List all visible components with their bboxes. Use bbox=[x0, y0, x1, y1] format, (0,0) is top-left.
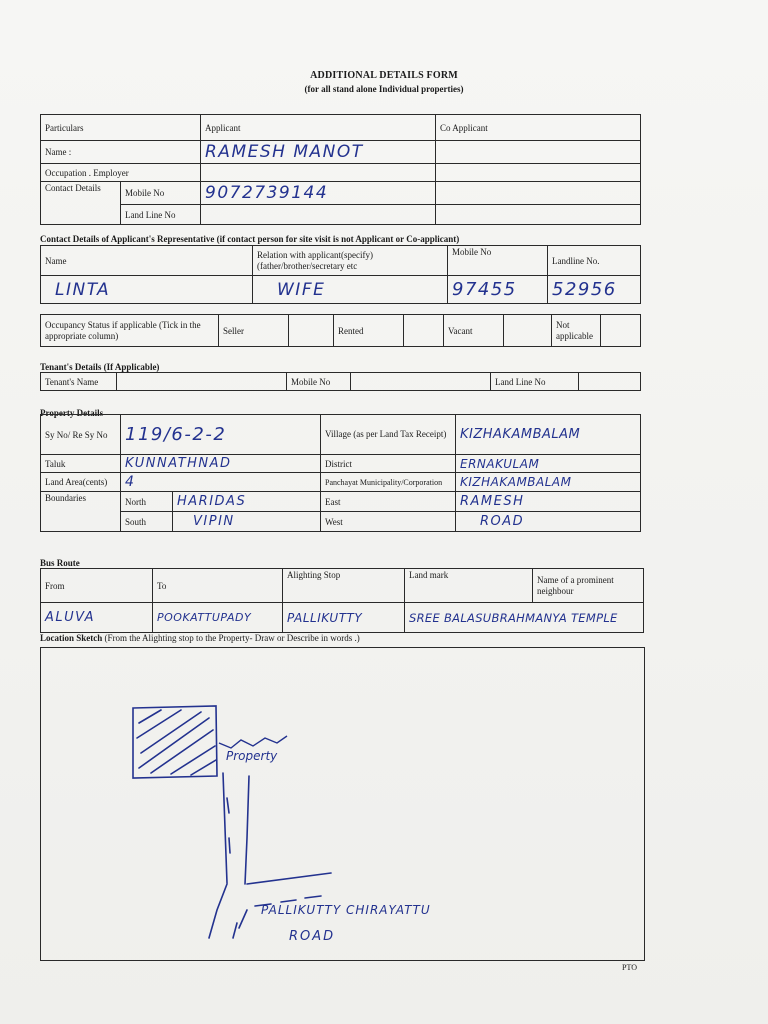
applicant-name-value: RAMESH MANOT bbox=[205, 142, 364, 162]
boundaries-label: Boundaries bbox=[41, 492, 121, 532]
sketch-property-box bbox=[133, 706, 217, 778]
taluk-value: KUNNATHNAD bbox=[125, 456, 232, 471]
co-applicant-occupation-field[interactable] bbox=[436, 164, 641, 182]
sketch-section-title bbox=[40, 633, 360, 643]
tenant-landline-label: Land Line No bbox=[491, 373, 579, 391]
north-value: HARIDAS bbox=[177, 494, 247, 509]
east-field[interactable] bbox=[456, 492, 641, 512]
mobile-label: Mobile No bbox=[121, 182, 201, 205]
contact-details-label: Contact Details bbox=[41, 182, 121, 225]
occupancy-table bbox=[40, 314, 641, 347]
north-label: North bbox=[121, 492, 173, 512]
tenant-name-field[interactable] bbox=[117, 373, 287, 391]
tenant-landline-field[interactable] bbox=[579, 373, 641, 391]
bus-from-field[interactable] bbox=[41, 603, 153, 633]
occupancy-rented-tick[interactable] bbox=[404, 315, 444, 347]
bus-landmark-field[interactable] bbox=[405, 603, 644, 633]
rep-header-relation: Relation with applicant(specify) (father/brother/secretary etc bbox=[253, 246, 448, 276]
sketch-title-note: (From the Alighting stop to the Property- Draw or Describe in words .) bbox=[104, 633, 360, 643]
district-field[interactable] bbox=[456, 455, 641, 473]
bus-route-section-title: Bus Route bbox=[40, 558, 80, 568]
location-sketch-area[interactable] bbox=[40, 647, 645, 961]
village-value: KIZHAKAMBALAM bbox=[460, 427, 581, 442]
sy-no-label: Sy No/ Re Sy No bbox=[41, 415, 121, 455]
rep-relation-value: WIFE bbox=[277, 279, 326, 300]
sketch-road-note-line2: ROAD bbox=[289, 929, 336, 944]
rep-header-mobile: Mobile No bbox=[448, 246, 548, 276]
rep-name-value: LINTA bbox=[55, 279, 111, 300]
rep-header-landline: Landline No. bbox=[548, 246, 641, 276]
occupation-label: Occupation . Employer bbox=[41, 164, 201, 182]
property-section-title: Property Details bbox=[40, 408, 104, 418]
district-label: District bbox=[321, 455, 456, 473]
location-sketch-drawing bbox=[41, 648, 644, 960]
land-area-value: 4 bbox=[125, 474, 136, 490]
occupancy-label: Occupancy Status if applicable (Tick in the appropriate column) bbox=[41, 315, 219, 347]
taluk-field[interactable] bbox=[121, 455, 321, 473]
rep-mobile-field[interactable] bbox=[448, 276, 548, 304]
header-co-applicant: Co Applicant bbox=[436, 115, 641, 141]
bus-to-value: POOKATTUPADY bbox=[157, 611, 252, 624]
bus-route-table bbox=[40, 568, 644, 633]
rep-relation-field[interactable] bbox=[253, 276, 448, 304]
form-title: ADDITIONAL DETAILS FORM bbox=[310, 70, 458, 81]
co-applicant-landline-field[interactable] bbox=[436, 205, 641, 225]
tenant-section-title: Tenant's Details (If Applicable) bbox=[40, 362, 160, 372]
panchayat-label: Panchayat Municipality/Corporation bbox=[321, 473, 456, 492]
bus-to-field[interactable] bbox=[153, 603, 283, 633]
land-area-label: Land Area(cents) bbox=[41, 473, 121, 492]
applicant-occupation-field[interactable] bbox=[201, 164, 436, 182]
header-particulars: Particulars bbox=[41, 115, 201, 141]
co-applicant-mobile-field[interactable] bbox=[436, 182, 641, 205]
name-label: Name : bbox=[41, 141, 201, 164]
south-field[interactable] bbox=[173, 512, 321, 532]
village-field[interactable] bbox=[456, 415, 641, 455]
occupancy-seller-tick[interactable] bbox=[289, 315, 334, 347]
applicant-table bbox=[40, 114, 641, 225]
bus-alighting-field[interactable] bbox=[283, 603, 405, 633]
east-value: RAMESH bbox=[460, 494, 525, 509]
applicant-landline-field[interactable] bbox=[201, 205, 436, 225]
representative-table bbox=[40, 245, 641, 304]
bus-header-from: From bbox=[41, 569, 153, 603]
bus-header-neighbour: Name of a prominent neighbour bbox=[533, 569, 644, 603]
rep-header-name: Name bbox=[41, 246, 253, 276]
sketch-title: Location Sketch bbox=[40, 633, 103, 643]
co-applicant-name-field[interactable] bbox=[436, 141, 641, 164]
occupancy-vacant-label: Vacant bbox=[444, 315, 504, 347]
village-label: Village (as per Land Tax Receipt) bbox=[321, 415, 456, 455]
bus-from-value: ALUVA bbox=[45, 610, 96, 625]
tenant-name-label: Tenant's Name bbox=[41, 373, 117, 391]
district-value: ERNAKULAM bbox=[460, 456, 540, 471]
rep-name-field[interactable] bbox=[41, 276, 253, 304]
occupancy-seller-label: Seller bbox=[219, 315, 289, 347]
taluk-label: Taluk bbox=[41, 455, 121, 473]
land-area-field[interactable] bbox=[121, 473, 321, 492]
header-applicant: Applicant bbox=[201, 115, 436, 141]
applicant-mobile-field[interactable] bbox=[201, 182, 436, 205]
west-label: West bbox=[321, 512, 456, 532]
sketch-property-note: Property bbox=[226, 749, 278, 763]
south-value: VIPIN bbox=[193, 514, 235, 529]
rep-landline-value: 52956 bbox=[552, 279, 617, 300]
occupancy-not-applicable-tick[interactable] bbox=[601, 315, 641, 347]
applicant-mobile-value: 9072739144 bbox=[205, 183, 329, 203]
bus-header-to: To bbox=[153, 569, 283, 603]
panchayat-field[interactable] bbox=[456, 473, 641, 492]
landline-label: Land Line No bbox=[121, 205, 201, 225]
property-table bbox=[40, 414, 641, 532]
south-label: South bbox=[121, 512, 173, 532]
tenant-table bbox=[40, 372, 641, 391]
tenant-mobile-label: Mobile No bbox=[287, 373, 351, 391]
sy-no-value: 119/6-2-2 bbox=[125, 424, 227, 445]
representative-section-title: Contact Details of Applicant's Representative (if contact person for site visit is not Applicant or Co-applicant) bbox=[40, 234, 460, 244]
west-field[interactable] bbox=[456, 512, 641, 532]
sketch-road-note-line1: PALLIKUTTY CHIRAYATTU bbox=[261, 903, 431, 917]
bus-header-landmark: Land mark bbox=[405, 569, 533, 603]
pto-label: PTO bbox=[622, 963, 637, 972]
rep-mobile-value: 97455 bbox=[452, 279, 517, 300]
form-subtitle: (for all stand alone Individual properties) bbox=[304, 84, 464, 94]
applicant-name-field[interactable] bbox=[201, 141, 436, 164]
rep-landline-field[interactable] bbox=[548, 276, 641, 304]
west-value: ROAD bbox=[480, 514, 525, 529]
sketch-arrow bbox=[219, 736, 287, 748]
sy-no-field[interactable] bbox=[121, 415, 321, 455]
bus-landmark-value: SREE BALASUBRAHMANYA TEMPLE bbox=[409, 610, 618, 625]
bus-alighting-value: PALLIKUTTY bbox=[287, 610, 363, 625]
north-field[interactable] bbox=[173, 492, 321, 512]
east-label: East bbox=[321, 492, 456, 512]
occupancy-rented-label: Rented bbox=[334, 315, 404, 347]
occupancy-not-applicable-label: Not applicable bbox=[552, 315, 601, 347]
bus-header-alighting: Alighting Stop bbox=[283, 569, 405, 603]
tenant-mobile-field[interactable] bbox=[351, 373, 491, 391]
panchayat-value: KIZHAKAMBALAM bbox=[460, 475, 572, 489]
occupancy-vacant-tick[interactable] bbox=[504, 315, 552, 347]
